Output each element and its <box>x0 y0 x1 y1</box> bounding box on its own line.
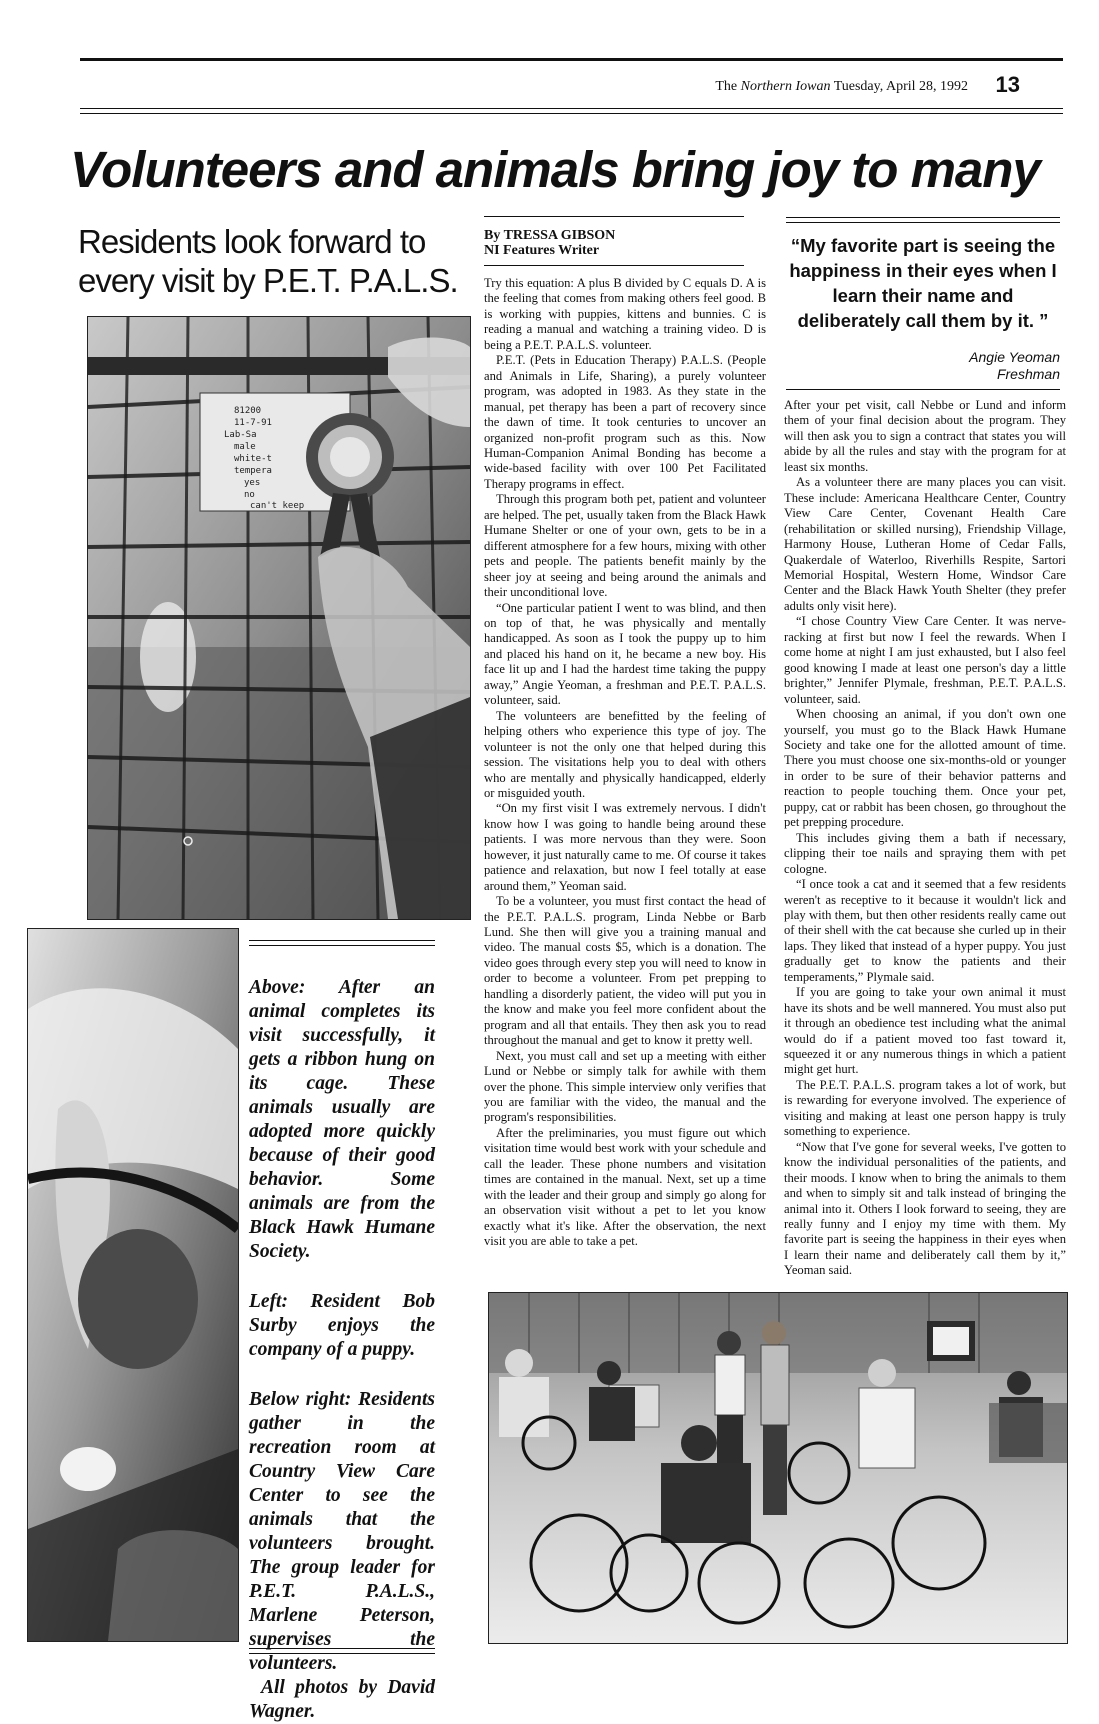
article-paragraph: Try this equation: A plus B divided by C equals D. A is the feeling that comes from making others feel good. B is working with puppies, kittens and bunnies. C is reading a manual and watching a training video. D is being a P.E.T. P.A.L.S. volunteer. <box>484 276 766 352</box>
resident-photo-graphic <box>28 929 238 1641</box>
article-paragraph: After your pet visit, call Nebbe or Lund and inform them of your final decision about the program. They will then ask you to sign a contract that states you will abide by all the rules and stay with the program for at least six months. <box>784 398 1066 474</box>
photo-recreation-room <box>488 1292 1068 1644</box>
tag-temper: tempera <box>234 466 272 476</box>
article-column-2 <box>784 398 1066 1279</box>
puppy-shape <box>78 1229 198 1369</box>
article-paragraph: “Now that I've gone for several weeks, I've gotten to know the individual personalities of the patients, and their moods. I know when to bring the animals to them and when to simply sit and talk instead of bringing the animal into it. Others I look forward to seeing, they are really funny and I enjoy my time with them. My favorite part is seeing the happiness in their eyes when I learn their name and deliberately call them by it,” Yeoman said. <box>784 1139 1066 1278</box>
quote-rule-top <box>786 217 1060 218</box>
top-rule <box>80 58 1063 61</box>
byline-rule-top <box>484 216 744 217</box>
article-paragraph: “One particular patient I went to was blind, and then on top of that, he was physically and mentally handicapped. As soon as I took the puppy up to him and placed his hand on it, he became a new boy. His face lit up and I had the hardest time taking the puppy away,” Angie Yeoman, a freshman and P.E.T. P.A.L.S. volunteer, said. <box>484 600 766 708</box>
tag-number: 81200 <box>234 406 262 416</box>
headline: Volunteers and animals bring joy to many <box>70 141 1040 198</box>
tag-breed: Lab-Sa <box>224 430 257 440</box>
cage-photo-graphic <box>88 317 470 919</box>
pull-quote-name: Angie Yeoman <box>969 349 1060 365</box>
article-paragraph: When choosing an animal, if you don't own one yourself, you must go to the Black Hawk Humane Society and take one for the allotted amount of time. There you must choose one six-months-old or younger in order to be sure of their behavior patterns and reaction to people touching them. Once your pet, puppy, cat or rabbit has been chosen, go throughout the pet prepping procedure. <box>784 707 1066 830</box>
caption-below-right: Below right: Residents gather in the recreation room at Country View Care Center to see the animals that the volunteers brought. The group leader for P.E.T. P.A.L.S., Marlene Peterson, supervises the volunteers. <box>249 1389 435 1674</box>
article-paragraph: The P.E.T. P.A.L.S. program takes a lot of work, but is rewarding for everyone involved. The experience of visiting and making at least one person happy is truly something to experience. <box>784 1077 1066 1139</box>
photo-cage-ribbon <box>87 316 471 920</box>
article-paragraph: “I chose Country View Care Center. It was nerve-racking at first but now I feel the rewards. When I come home at night I am just exhausted, but I also feel good knowing I made at least one person's day a little brighter,” Jennifer Plymale, freshman, P.E.T. P.A.L.S. volunteer, said. <box>784 614 1066 706</box>
quote-rule-bottom <box>786 389 1060 390</box>
running-head <box>80 72 1020 100</box>
byline-name: By TRESSA GIBSON <box>484 228 616 243</box>
article-column-1 <box>484 276 766 1250</box>
article-paragraph: After the preliminaries, you must figure out which visitation time would best work with your schedule and call the leader. These phone numbers and visitation times are contained in the manual. Next, set up a time with the leader and their group and simply go along for an observation visit without a pet to let you know exactly what it's like. After the observation, the next visit you are able to take a pet. <box>484 1125 766 1249</box>
deck: Residents look forward to every visit by P.E.T. P.A.L.S. <box>78 223 458 299</box>
article-paragraph: This includes giving them a bath if necessary, clipping their toe nails and spraying them with pet cologne. <box>784 830 1066 876</box>
article-paragraph: “On my first visit I was extremely nervous. I didn't know how I was going to handle being around these patients. I was more nervous than they were. Soon however, it just naturally came to me. Of course it takes patience and relaxation, but now I feel totally at ease around them,” Yeoman said. <box>484 801 766 893</box>
issue-date: Tuesday, April 28, 1992 <box>833 79 969 94</box>
tag-color: white-t <box>234 454 272 464</box>
tag-note: can't keep <box>250 501 305 511</box>
article-paragraph: P.E.T. (Pets in Education Therapy) P.A.L.S. (People and Animals in Life, Sharing), a purely volunteer program, was adopted in 1983. As they state in the manual, pet therapy has been a part of recovery since the dawn of time. It took centuries to uncover an organized non-profit program such as this. Now Human-Companion Animal Bonding has become a wide-based facility with over 100 Pet Facilitated Therapy programs in effect. <box>484 353 766 491</box>
article-paragraph: To be a volunteer, you must first contact the head of the P.E.T. P.A.L.S. program, Linda Nebbe or Barb Lund. She then will give you a training manual and video. The manual costs $5, which is a donation. The video goes through every step you will need to know in order to become a volunteer. From pet prepping to handling a disorderly patient, the video will put you in the know and make you feel more confident about the program and all that entails. They then ask you to read throughout the manual and get to know it pretty well. <box>484 894 766 1048</box>
pull-quote: “My favorite part is seeing the happiness in their eyes when I learn their name and deliberately call them by it. ” <box>789 235 1057 331</box>
article-paragraph: The volunteers are benefitted by the feeling of helping others who experience this type of joy. The volunteer is not the only one that helped during this session. The visitations help you to deal with others who are mentally and physically handicapped, elderly or misguided youth. <box>484 708 766 800</box>
byline-title: NI Features Writer <box>484 243 600 258</box>
header-rule-double <box>80 113 1063 114</box>
caption-rule-top <box>249 940 435 941</box>
caption-above: Above: After an animal completes its visit successfully, it gets a ribbon hung on its cage. These animals usually are adopted more quickly because of their good behavior. Some animals are from the Black Hawk Humane Society. <box>249 977 435 1262</box>
photo-resident-puppy <box>27 928 239 1642</box>
puppy-head <box>60 1447 116 1491</box>
caption-left: Left: Resident Bob Surby enjoys the company of a puppy. <box>249 1291 435 1360</box>
tag-sex: male <box>234 442 256 452</box>
article-paragraph: “I once took a cat and it seemed that a few residents weren't as receptive to it because it wouldn't lick and play with them, but then other residents really came out of their shell with the cat because she curled up in their laps. They liked that instead of a hyper puppy. You just gradually get to know the patients and their temperaments,” Plymale said. <box>784 877 1066 984</box>
quote-rule-top-2 <box>786 222 1060 223</box>
tag-yes: yes <box>244 478 261 488</box>
caption-photo-credit: All photos by David Wagner. <box>249 1677 435 1722</box>
group-leader <box>761 1321 789 1515</box>
publication-prefix: The <box>715 79 738 94</box>
tag-no: no <box>244 490 255 500</box>
recreation-photo-graphic <box>489 1293 1067 1643</box>
article-paragraph: If you are going to take your own animal it must have its shots and be well mannered. You must also put it through an obedience test including what the animal would do if a patient moved too fast toward it, squeezed it or any numerous things in which a patient might get hurt. <box>784 985 1066 1077</box>
page-number: 13 <box>995 72 1020 97</box>
byline <box>484 228 784 258</box>
pull-quote-attribution <box>900 349 1060 383</box>
publication-name: Northern Iowan <box>740 79 831 94</box>
article-paragraph: As a volunteer there are many places you can visit. These include: Americana Healthcare Center, Country View Care Center, Covenant Health Care (rehabilitation or skilled nursing), Friendship Village, Harmony House, Lutheran Home of Cedar Falls, Quakerdale of Waterloo, Riverhills Respite, Sartori Memorial Hospital, Western Home, Windsor Care Center and the Black Hawk Youth Shelter (they prefer adults only visit here). <box>784 475 1066 613</box>
tag-date: 11-7-91 <box>234 418 272 428</box>
photo-captions <box>249 976 435 1724</box>
article-paragraph: Next, you must call and set up a meeting with either Lund or Nebbe or simply talk for awhile with them over the phone. This simple interview only verifies that you are familiar with the video, the manual and the program's responsibilities. <box>484 1048 766 1125</box>
pull-quote-class: Freshman <box>996 366 1060 382</box>
caption-rule-top-2 <box>249 945 435 946</box>
byline-rule-bottom <box>484 265 744 266</box>
header-rule <box>80 108 1063 109</box>
article-paragraph: Through this program both pet, patient and volunteer are helped. The pet, usually taken from the Black Hawk Humane Shelter or one of your own, gets to be in a different atmosphere for a few hours, mixing with other pets and people. The patients benefit mainly by the sheer joy at seeing and being around the animals and their unconditional love. <box>484 492 766 600</box>
